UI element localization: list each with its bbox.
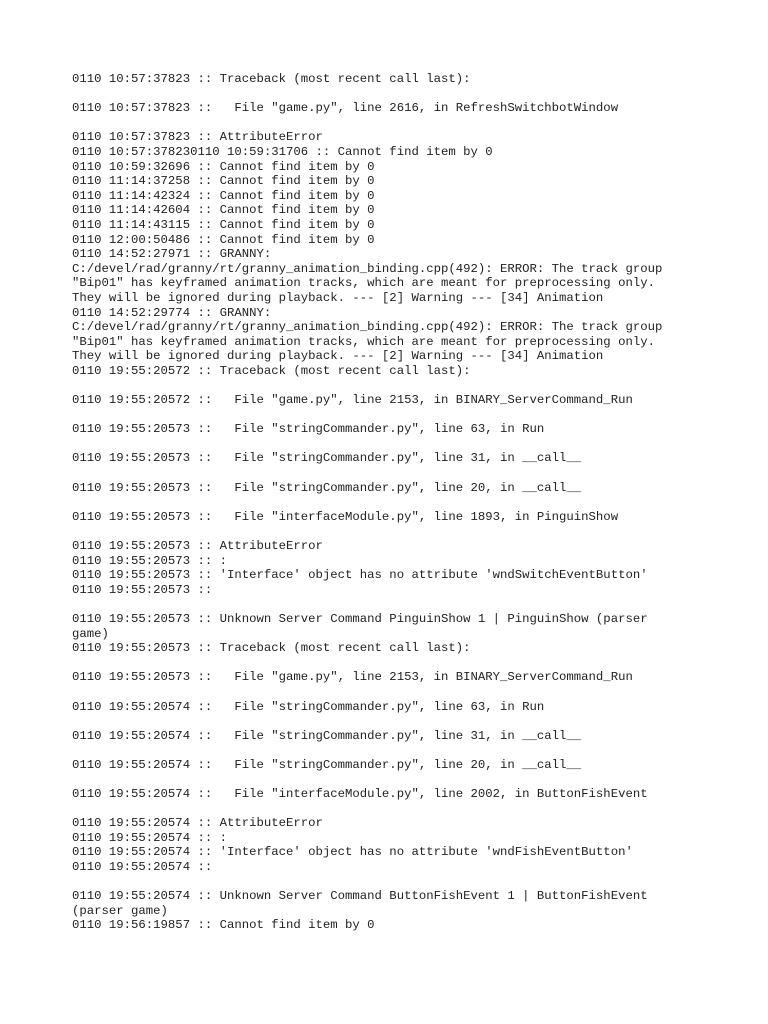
- log-line: 0110 19:55:20574 :: File "stringCommander.py", line 63, in Run: [72, 699, 545, 714]
- log-line: 0110 19:55:20574 :: File "stringCommander.py", line 31, in __call__: [72, 728, 582, 743]
- log-line: 0110 11:14:37258 :: Cannot find item by 0: [72, 174, 375, 189]
- log-line: 0110 10:59:32696 :: Cannot find item by 0: [72, 159, 375, 174]
- log-line: 0110 14:52:27971 :: GRANNY:: [72, 247, 272, 262]
- log-line: "Bip01" has keyframed animation tracks, which are meant for preprocessing only.: [72, 334, 655, 349]
- log-line: 0110 11:14:42604 :: Cannot find item by 0: [72, 203, 375, 218]
- log-line: 0110 10:57:37823 :: File "game.py", line 2616, in RefreshSwitchbotWindow: [72, 101, 619, 116]
- log-line: C:/devel/rad/granny/rt/granny_animation_binding.cpp(492): ERROR: The track group: [72, 261, 663, 276]
- blank-line: [72, 524, 712, 539]
- log-line: "Bip01" has keyframed animation tracks, which are meant for preprocessing only.: [72, 276, 655, 291]
- log-line: They will be ignored during playback. --- [2] Warning --- [34] Animation: [72, 349, 604, 364]
- blank-line: [72, 773, 712, 788]
- log-line: 0110 19:55:20572 :: File "game.py", line 2153, in BINARY_ServerCommand_Run: [72, 393, 633, 408]
- log-line: 0110 10:57:378230110 10:59:31706 :: Cannot find item by 0: [72, 144, 493, 159]
- blank-line: [72, 714, 712, 729]
- log-line: 0110 19:55:20573 :: Unknown Server Command PinguinShow 1 | PinguinShow (parser: [72, 611, 648, 626]
- log-line: 0110 19:55:20574 :: File "stringCommander.py", line 20, in __call__: [72, 757, 582, 772]
- log-line: 0110 10:57:37823 :: AttributeError: [72, 130, 323, 145]
- log-line: 0110 12:00:50486 :: Cannot find item by 0: [72, 232, 375, 247]
- log-line: 0110 19:55:20574 :: 'Interface' object has no attribute 'wndFishEventButton': [72, 845, 633, 860]
- log-line: 0110 19:55:20573 :: File "stringCommander.py", line 31, in __call__: [72, 451, 582, 466]
- log-line: 0110 10:57:37823 :: Traceback (most recent call last):: [72, 72, 471, 86]
- log-line: They will be ignored during playback. --- [2] Warning --- [34] Animation: [72, 290, 604, 305]
- blank-line: [72, 437, 712, 452]
- log-line: 0110 11:14:43115 :: Cannot find item by 0: [72, 217, 375, 232]
- log-line: 0110 19:55:20574 ::: [72, 860, 213, 875]
- log-line: 0110 19:55:20573 :: File "stringCommander.py", line 20, in __call__: [72, 480, 582, 495]
- log-line: (parser game): [72, 903, 168, 918]
- blank-line: [72, 116, 712, 131]
- blank-line: [72, 408, 712, 423]
- log-line: C:/devel/rad/granny/rt/granny_animation_binding.cpp(492): ERROR: The track group: [72, 320, 663, 335]
- blank-line: [72, 87, 712, 102]
- log-line: 0110 19:56:19857 :: Cannot find item by 0: [72, 918, 375, 933]
- log-line: 0110 14:52:29774 :: GRANNY:: [72, 305, 272, 320]
- blank-line: [72, 685, 712, 700]
- log-line: 0110 19:55:20574 :: File "interfaceModule.py", line 2002, in ButtonFishEvent: [72, 787, 648, 802]
- log-line: 0110 19:55:20573 :: 'Interface' object has no attribute 'wndSwitchEventButton': [72, 568, 648, 583]
- log-line: 0110 19:55:20573 ::: [72, 582, 213, 597]
- blank-line: [72, 495, 712, 510]
- blank-line: [72, 656, 712, 671]
- log-line: 0110 19:55:20573 :: File "stringCommander.py", line 63, in Run: [72, 422, 545, 437]
- log-line: 0110 19:55:20573 :: :: [72, 553, 227, 568]
- log-line: 0110 19:55:20572 :: Traceback (most recent call last):: [72, 363, 471, 378]
- blank-line: [72, 875, 712, 890]
- log-line: game): [72, 626, 109, 641]
- blank-line: [72, 597, 712, 612]
- log-line: 0110 19:55:20573 :: AttributeError: [72, 539, 323, 553]
- log-line: 0110 19:55:20574 :: Unknown Server Command ButtonFishEvent 1 | ButtonFishEvent: [72, 889, 648, 904]
- log-document: [72, 72, 712, 933]
- log-line: 0110 19:55:20573 :: Traceback (most recent call last):: [72, 641, 471, 656]
- blank-line: [72, 378, 712, 393]
- blank-line: [72, 743, 712, 758]
- blank-line: [72, 466, 712, 481]
- log-line: 0110 19:55:20573 :: File "game.py", line 2153, in BINARY_ServerCommand_Run: [72, 670, 633, 685]
- log-line: 0110 19:55:20574 :: :: [72, 830, 227, 845]
- log-line: 0110 19:55:20574 :: AttributeError: [72, 816, 323, 831]
- log-line: 0110 19:55:20573 :: File "interfaceModule.py", line 1893, in PinguinShow: [72, 509, 619, 524]
- blank-line: [72, 802, 712, 817]
- log-line: 0110 11:14:42324 :: Cannot find item by 0: [72, 188, 375, 203]
